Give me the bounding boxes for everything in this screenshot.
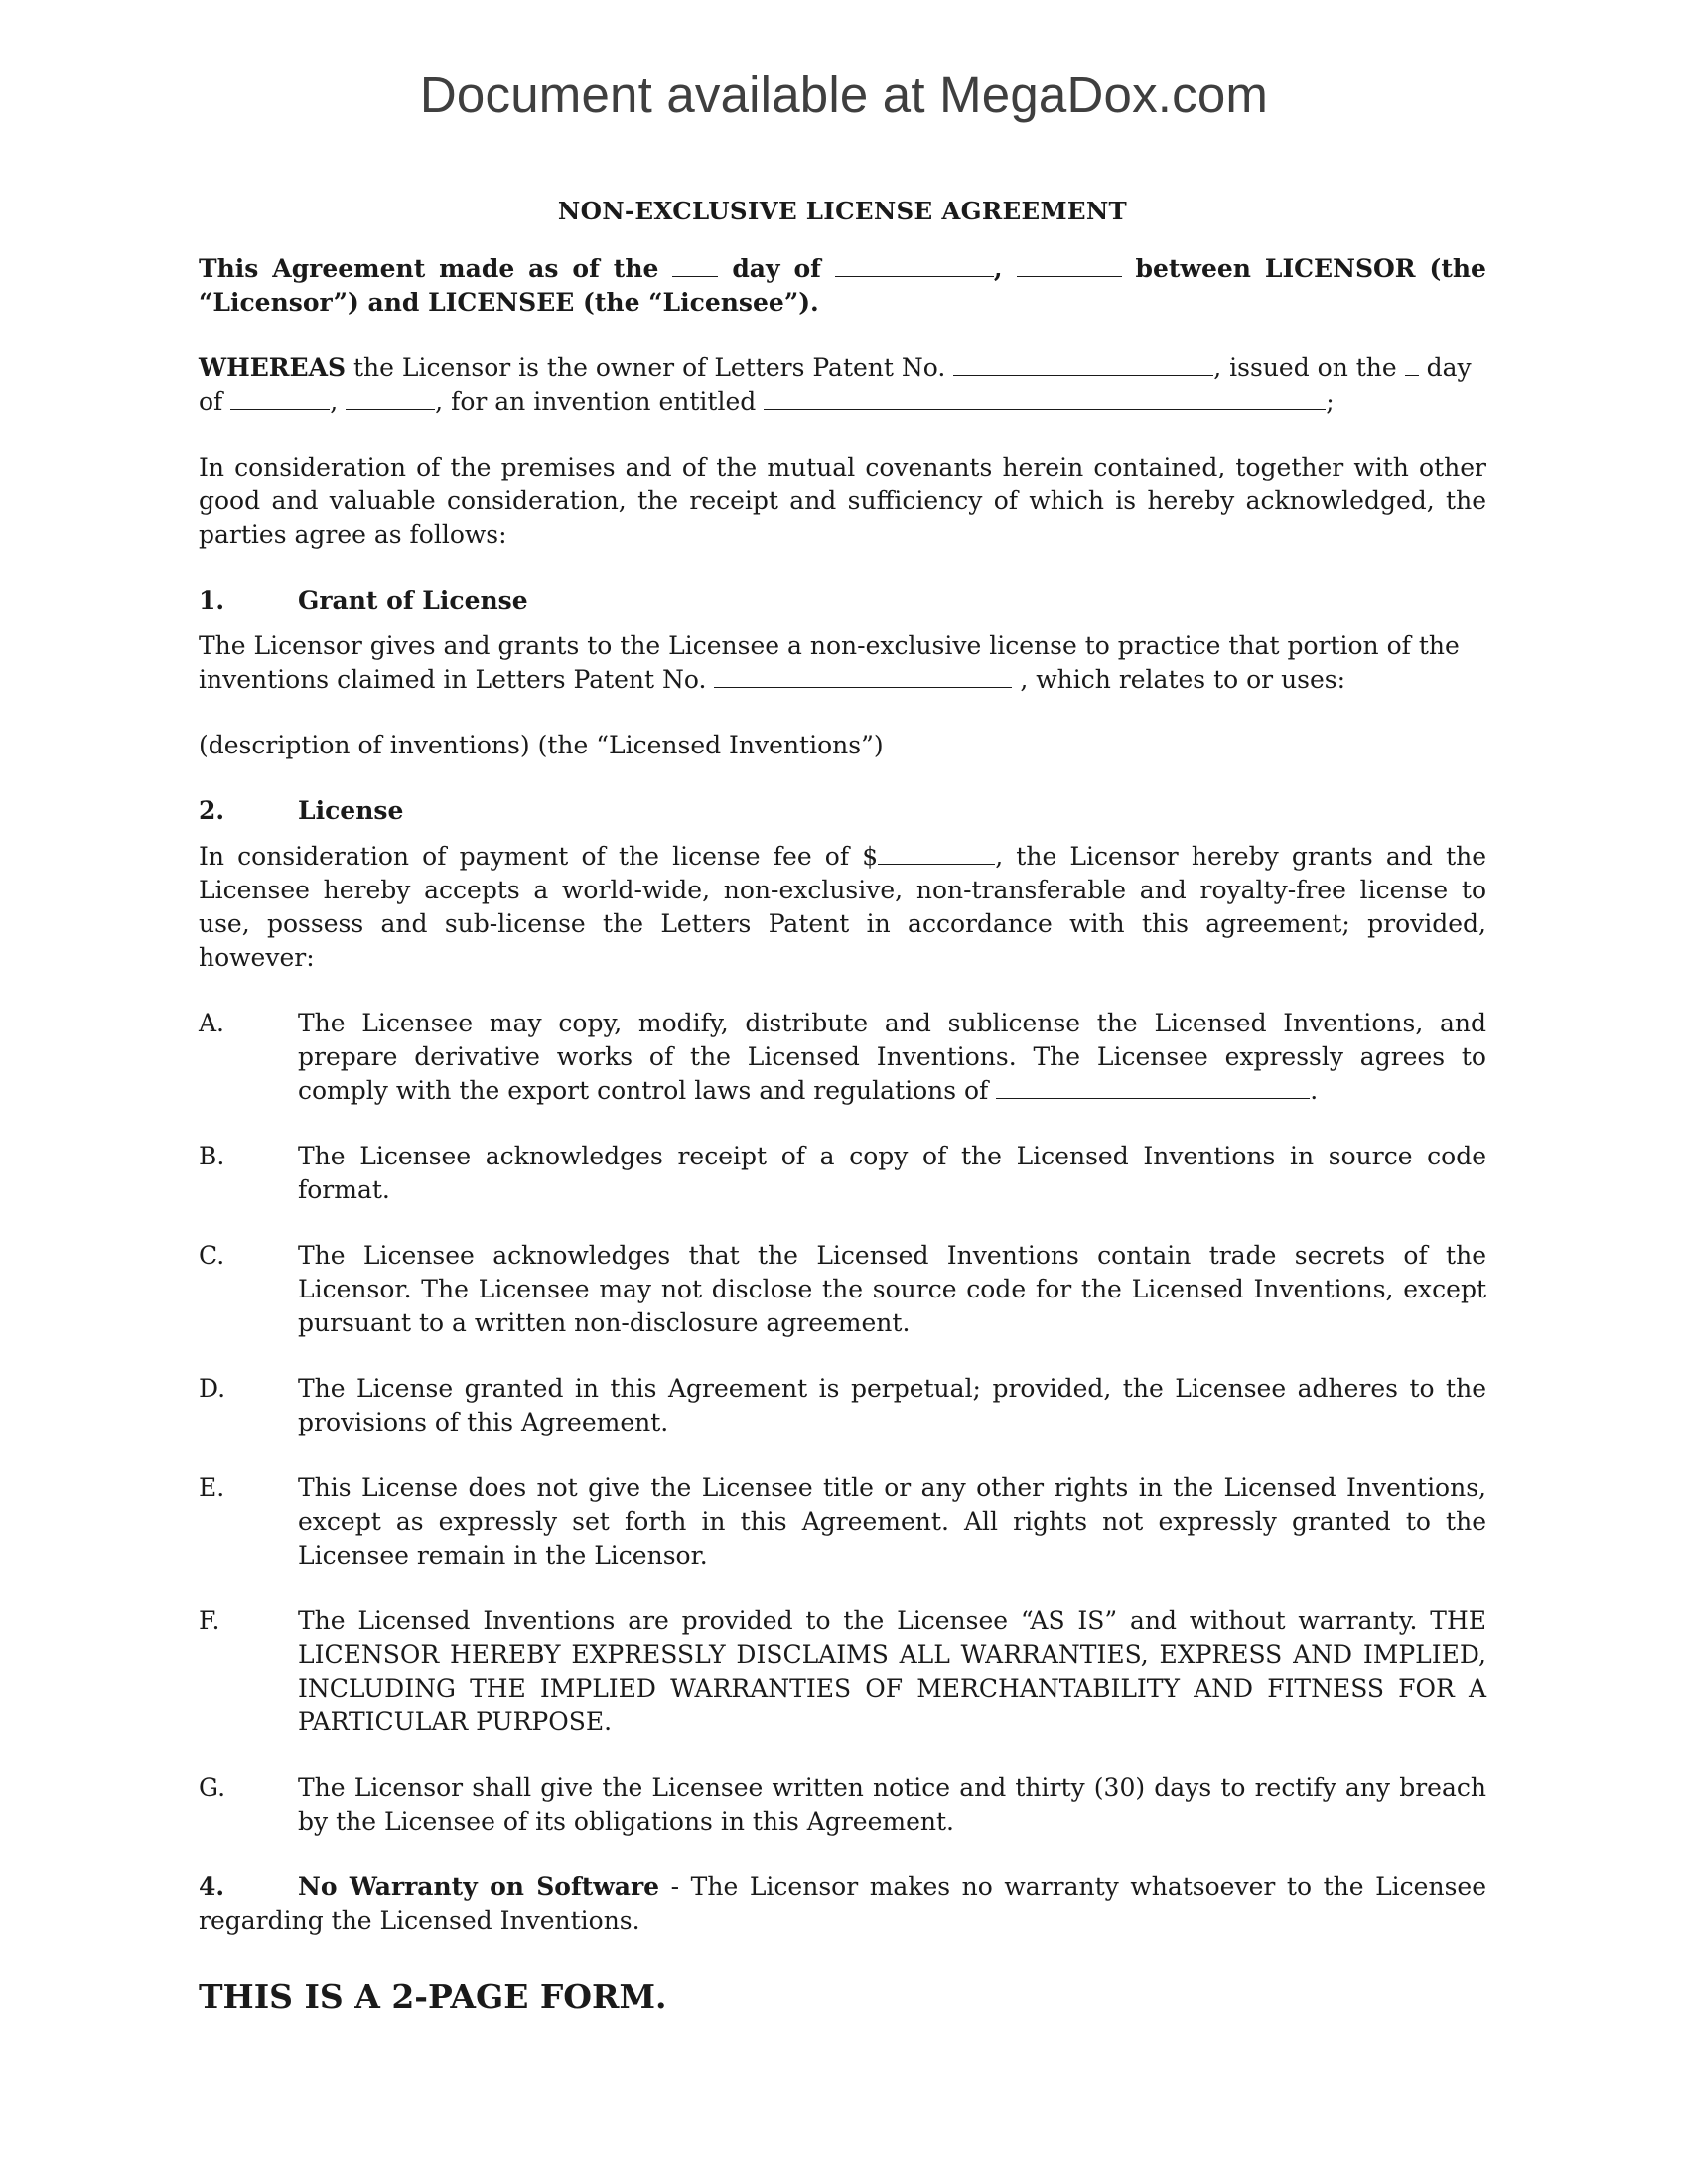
day-blank[interactable]	[672, 254, 718, 277]
export-country-blank[interactable]	[996, 1076, 1310, 1099]
whereas-text-2: Letters Patent No.	[714, 353, 946, 382]
section-2-text	[199, 840, 1486, 975]
provision-text: The Licensor shall give the Licensee written notice and thirty (30) days to rectify any breach by the Licensee of its obligations in this Agreement.	[298, 1773, 1486, 1836]
section-1-text	[199, 629, 1486, 697]
whereas-text-3: , issued on the	[1213, 353, 1397, 382]
provision-item	[199, 1140, 1486, 1207]
provision-item	[199, 1007, 1486, 1108]
whereas-text-7: ;	[1326, 387, 1335, 416]
section-2-text-1: In consideration of payment of the license fee of $	[199, 842, 879, 871]
section-1-text-1: The Licensor gives and grants to the Licensee a non-exclusive license to practice that portion of the inventions claimed in Letters Patent No.	[199, 631, 1460, 694]
whereas-text-1: the Licensor is the owner of	[353, 353, 707, 382]
intro-text-3: ,	[993, 254, 1003, 283]
provision-text: The Licensee acknowledges that the Licensed Inventions contain trade secrets of the Licensor. The Licensee may not disclose the source code for the Licensed Inventions, except pursuant to a written non-disclosure agreement.	[298, 1241, 1486, 1337]
provision-a-text: The Licensee may copy, modify, distribute and sublicense the Licensed Inventions, and prepare derivative works of the Licensed Inventions. The Licensee expressly agrees to comply with the export control laws and regulations of	[298, 1009, 1486, 1105]
provision-text: The Licensed Inventions are provided to the Licensee “AS IS” and without warranty. THE LICENSOR HEREBY EXPRESSLY DISCLAIMS ALL WARRANTIES, EXPRESS AND IMPLIED, INCLUDING THE IMPLIED WARRANTIES OF MERCHANTABILITY AND FITNESS FOR A PARTICULAR PURPOSE.	[298, 1606, 1486, 1736]
section-2-heading	[199, 794, 1486, 828]
whereas-text-6: , for an invention entitled	[435, 387, 757, 416]
intro-text-4: between LICENSOR (the “Licensor”) and LICENSEE (the “Licensee”).	[199, 254, 1486, 317]
section-1-heading	[199, 584, 1486, 617]
provision-letter: C.	[199, 1241, 225, 1270]
document-title: NON-EXCLUSIVE LICENSE AGREEMENT	[557, 197, 1128, 225]
provision-item	[199, 1239, 1486, 1340]
section-1-text-2: , which relates to or uses:	[1020, 665, 1346, 694]
whereas-paragraph	[199, 351, 1486, 419]
section-4-number: 4.	[199, 1872, 225, 1901]
provision-letter: F.	[199, 1606, 220, 1635]
section-1-number: 1.	[199, 586, 225, 614]
megadox-watermark: Document available at MegaDox.com	[419, 67, 1269, 123]
section-2-title: License	[298, 796, 404, 825]
provision-text: This License does not give the Licensee title or any other rights in the Licensed Inventions, except as expressly set forth in this Agreement. All rights not expressly granted to the Licensee remain in the Licensor.	[298, 1473, 1486, 1570]
section-2-number: 2.	[199, 796, 225, 825]
provision-text	[298, 1007, 1486, 1108]
whereas-text-5: ,	[330, 387, 339, 416]
year-blank[interactable]	[1017, 254, 1122, 277]
section-1-title: Grant of License	[298, 586, 528, 614]
document-page	[199, 195, 1486, 2017]
provision-letter: E.	[199, 1473, 225, 1502]
provision-letter: A.	[199, 1009, 225, 1037]
consideration-paragraph: In consideration of the premises and of the mutual covenants herein contained, together with other good and valuable consideration, the receipt and sufficiency of which is hereby acknowledged, the parties agree as follows:	[199, 453, 1486, 549]
provision-letter: B.	[199, 1142, 225, 1170]
section-2-text-2: , the Licensor hereby grants and the Licensee hereby accepts a world-wide, non-exclusive, non-transferable and royalty-free license to use, possess and sub-license the Letters Patent in accordance with this agreement; provided, however:	[199, 842, 1487, 972]
intro-text-2: day of	[732, 254, 821, 283]
provision-letter: D.	[199, 1374, 226, 1403]
section-4-text: - The Licensor makes no warranty whatsoever to the Licensee regarding the Licensed Inventions.	[199, 1872, 1486, 1935]
month-blank[interactable]	[835, 254, 994, 277]
issue-month-blank[interactable]	[230, 387, 330, 410]
provision-letter: G.	[199, 1773, 226, 1802]
invention-description: (description of inventions) (the “Licensed Inventions”)	[199, 731, 884, 759]
intro-text-1: This Agreement made as of the	[199, 254, 659, 283]
license-fee-blank[interactable]	[878, 842, 995, 865]
provision-a-end: .	[1310, 1076, 1319, 1105]
whereas-label: WHEREAS	[199, 353, 347, 382]
provision-item	[199, 1604, 1486, 1739]
whereas-text-4: day of	[199, 353, 1472, 416]
provision-item	[199, 1771, 1486, 1839]
intro-paragraph	[199, 252, 1486, 320]
licensed-patent-blank[interactable]	[714, 665, 1012, 688]
section-4-title: No Warranty on Software	[298, 1872, 660, 1901]
invention-title-blank[interactable]	[764, 387, 1326, 410]
provision-text: The License granted in this Agreement is perpetual; provided, the Licensee adheres to the provisions of this Agreement.	[298, 1374, 1486, 1436]
issue-year-blank[interactable]	[346, 387, 435, 410]
patent-number-blank[interactable]	[953, 353, 1213, 376]
section-4-paragraph	[199, 1870, 1486, 1938]
provision-text: The Licensee acknowledges receipt of a copy of the Licensed Inventions in source code format.	[298, 1142, 1486, 1204]
provision-item	[199, 1471, 1486, 1572]
page-count-notice: THIS IS A 2-PAGE FORM.	[199, 1978, 667, 2016]
provision-item	[199, 1372, 1486, 1439]
issue-day-blank[interactable]	[1405, 353, 1419, 376]
